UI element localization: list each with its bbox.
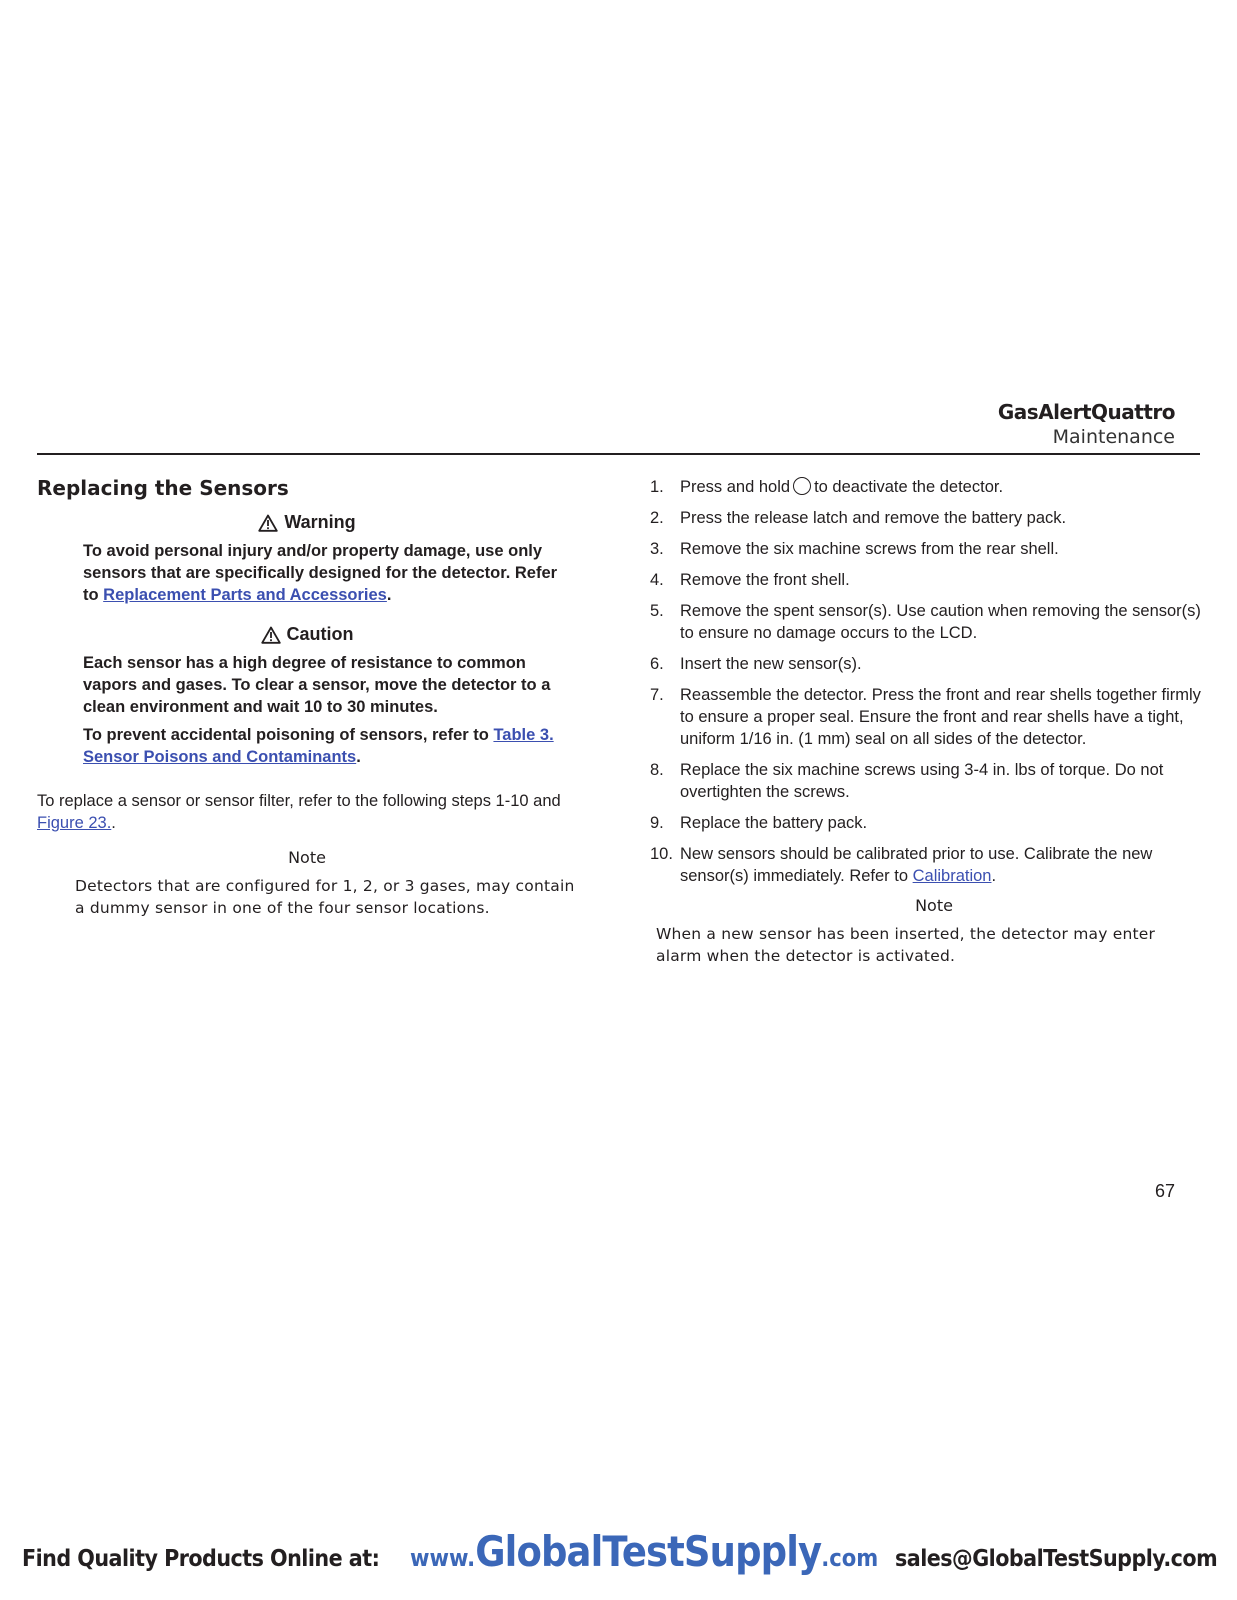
step-number: 9. [650, 814, 664, 832]
step-text: Insert the new sensor(s). [680, 655, 862, 673]
step-number: 5. [650, 602, 664, 620]
footer-website-link[interactable] [410, 1527, 878, 1576]
note-heading: Note [915, 896, 953, 915]
note-heading: Note [288, 848, 326, 867]
step-number: 2. [650, 509, 664, 527]
right-column [650, 476, 1204, 967]
caution-text-2-post: . [356, 748, 361, 766]
sensor-poisons-link[interactable]: Sensor Poisons and Contaminants [83, 748, 357, 766]
step-text: Replace the six machine screws using 3-4 in. lbs of torque. Do not overtighten the screws. [680, 761, 1164, 801]
step-text-pre: New sensors should be calibrated prior to use. Calibrate the new sensor(s) immediately. Refer to [680, 845, 1153, 885]
footer-url-suffix: .com [821, 1544, 879, 1572]
step-text: Remove the six machine screws from the rear shell. [680, 540, 1059, 558]
step-text [680, 843, 1204, 887]
note-text: When a new sensor has been inserted, the detector may enter alarm when the detector is activated. [656, 925, 1156, 965]
step-text: Reassemble the detector. Press the front and rear shells together firmly to ensure a proper seal. Ensure the front and rear shells have a tight, uniform 1/16 in. (1 mm) seal on all sides of the detector. [680, 686, 1201, 748]
caution-heading [37, 624, 577, 645]
left-column [37, 476, 577, 919]
list-item [650, 538, 1204, 560]
step-text: Press the release latch and remove the battery pack. [680, 509, 1067, 527]
calibration-link[interactable]: Calibration [912, 867, 992, 885]
list-item [650, 812, 1204, 834]
caution-body [83, 652, 577, 768]
step-number: 4. [650, 571, 664, 589]
warning-text-post: . [386, 586, 392, 604]
replacement-parts-link[interactable]: Replacement Parts and Accessories [103, 586, 387, 604]
step-text: Remove the front shell. [680, 571, 850, 589]
list-item [650, 653, 1204, 675]
footer-email-link[interactable]: sales@GlobalTestSupply.com [895, 1546, 1218, 1572]
table-3-link[interactable]: Table 3. [493, 726, 554, 744]
step-number: 8. [650, 761, 664, 779]
header-divider [37, 453, 1200, 455]
warning-triangle-icon [258, 514, 278, 532]
footer-tagline: Find Quality Products Online at: [22, 1546, 380, 1572]
intro-text-post: . [111, 814, 116, 832]
footer-url-main: GlobalTestSupply [475, 1527, 822, 1576]
step-text-post: . [991, 867, 997, 885]
step-text: Replace the battery pack. [680, 814, 868, 832]
note-text: Detectors that are configured for 1, 2, or 3 gases, may contain a dummy sensor in one of the four sensor locations. [75, 877, 575, 917]
section-title: Replacing the Sensors [37, 476, 289, 500]
list-item [650, 507, 1204, 529]
warning-text [83, 540, 577, 606]
caution-text-1: Each sensor has a high degree of resistance to common vapors and gases. To clear a sensor, move the detector to a clean environment and wait 10 to 30 minutes. [83, 654, 551, 716]
figure-23-link[interactable]: Figure 23. [37, 814, 112, 832]
warning-body [83, 540, 577, 606]
caution-text-2 [83, 724, 577, 768]
step-number: 10. [650, 845, 673, 863]
step-number: 6. [650, 655, 664, 673]
step-text-pre: Press and hold [680, 478, 791, 496]
caution-text-2-pre: To prevent accidental poisoning of sensors, refer to [83, 726, 494, 744]
list-item [650, 600, 1204, 644]
list-item [650, 843, 1204, 887]
list-item [650, 476, 1204, 498]
warning-label: Warning [284, 512, 356, 532]
warning-heading [37, 512, 577, 533]
steps-list [650, 476, 1204, 887]
warning-triangle-icon [261, 626, 281, 644]
list-item [650, 569, 1204, 591]
power-button-icon [793, 477, 811, 495]
product-name: GasAlertQuattro [997, 400, 1175, 424]
step-text-post: to deactivate the detector. [814, 478, 1004, 496]
page-number: 67 [1154, 1181, 1175, 1201]
intro-paragraph [37, 790, 577, 834]
step-text [680, 476, 1204, 498]
caution-label: Caution [286, 624, 354, 644]
section-name: Maintenance [1052, 426, 1175, 448]
intro-text: To replace a sensor or sensor filter, refer to the following steps 1-10 and [37, 792, 561, 810]
list-item [650, 759, 1204, 803]
warning-text-pre: To avoid personal injury and/or property damage, use only sensors that are specifically designed for the detector. Refer to [83, 542, 558, 604]
step-number: 1. [650, 478, 664, 496]
footer-url-prefix: www. [410, 1544, 476, 1572]
step-text: Remove the spent sensor(s). Use caution when removing the sensor(s) to ensure no damage occurs to the LCD. [680, 602, 1201, 642]
step-number: 7. [650, 686, 664, 704]
step-number: 3. [650, 540, 664, 558]
list-item [650, 684, 1204, 750]
